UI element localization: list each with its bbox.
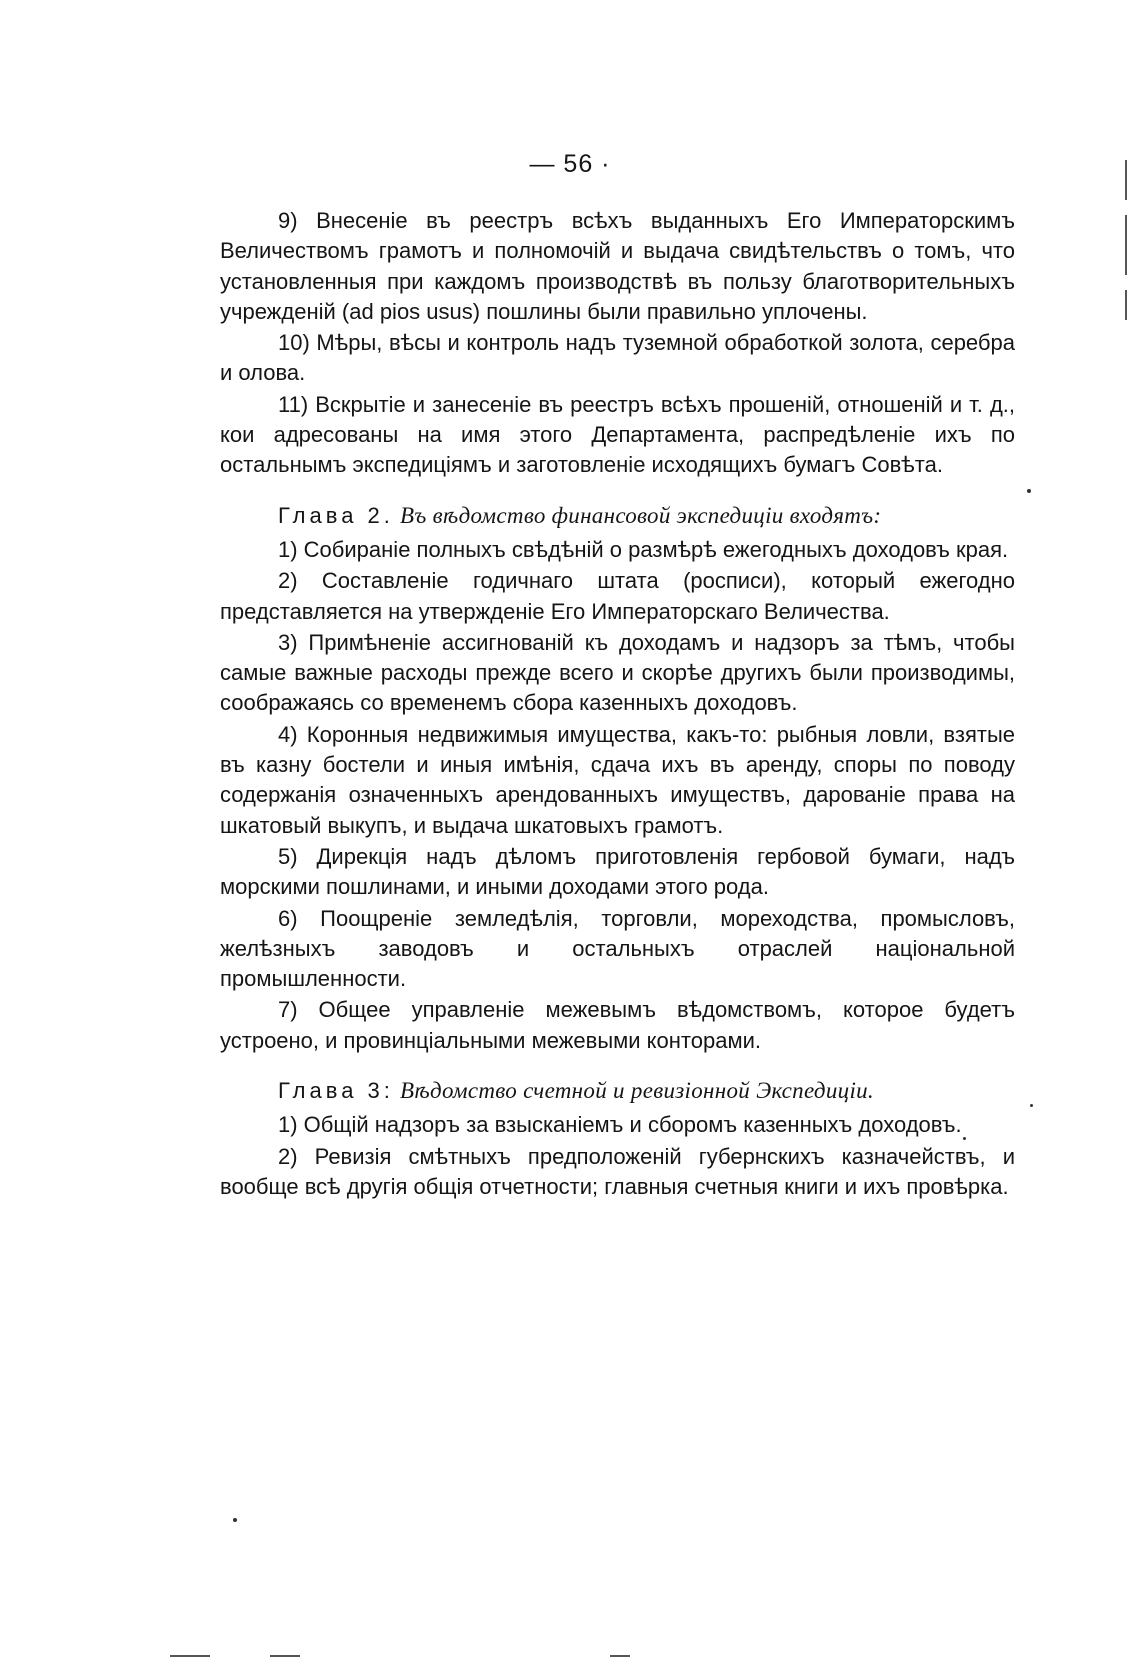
list-item: 3) Примѣненіе ассигнованій къ доходамъ и надзоръ за тѣмъ, чтобы самые важные расходы прежде всего и скорѣе другихъ были производимы, соображаясь со временемъ сбора казенныхъ доходовъ. xyxy=(220,629,1015,716)
list-item: 1) Общій надзоръ за взысканіемъ и сборомъ казенныхъ доходовъ. xyxy=(278,1112,962,1138)
list-item: 6) Поощреніе земледѣлія, торговли, мореходства, промысловъ, желѣзныхъ заводовъ и остальныхъ отраслей національной промышленности. xyxy=(220,905,1015,992)
list-item: 5) Дирекція надъ дѣломъ приготовленія гербовой бумаги, надъ морскими пошлинами, и иными доходами этого рода. xyxy=(220,843,1015,900)
chapter-2-title: Въ вѣдомство финансовой экспедиціи входятъ: xyxy=(400,502,882,528)
chapter-3-heading xyxy=(220,1076,1015,1106)
chapter-3-label: Глава 3: xyxy=(278,1078,394,1104)
document-body xyxy=(220,206,1015,1203)
scan-edge-line xyxy=(1125,160,1127,200)
chapter-3-title: Вѣдомство счетной и ревизіонной Экспедиціи. xyxy=(400,1078,874,1104)
chapter-2-label: Глава 2. xyxy=(278,502,394,528)
scan-speck xyxy=(1027,489,1031,493)
scan-edge-line xyxy=(1125,290,1127,320)
scan-speck xyxy=(233,1518,237,1522)
scan-speck xyxy=(963,1137,966,1140)
scan-edge-line xyxy=(270,1655,300,1657)
list-item-10: 10) Мѣры, вѣсы и контроль надъ туземной обработкой золота, серебра и олова. xyxy=(220,330,1015,386)
list-item: 2) Ревизія смѣтныхъ предположеній губернскихъ казначействъ, и вообще всѣ другія общія отчетности; главныя счетныя книги и ихъ провѣрка. xyxy=(220,1143,1015,1199)
chapter-2-heading xyxy=(220,501,1015,531)
section-chapter-3 xyxy=(220,1076,1015,1202)
list-item: 4) Коронныя недвижимыя имущества, какъ-то: рыбныя ловли, взятые въ казну бостели и иныя имѣнія, сдача ихъ въ аренду, споры по поводу содержанія означенныхъ арендованныхъ имуществъ, дарованіе права на шкатовый выкупъ, и выдача шкатовыхъ грамотъ. xyxy=(220,721,1015,838)
list-item-11: 11) Вскрытіе и занесеніе въ реестръ всѣхъ прошеній, отношеній и т. д., кои адресованы на имя этого Департамента, распредѣленіе ихъ по остальнымъ экспедиціямъ и заготовленіе исходящихъ бумагъ Совѣта. xyxy=(220,391,1015,478)
page-number: — 56 · xyxy=(529,150,611,178)
scan-edge-line xyxy=(170,1655,210,1657)
list-item-9: 9) Внесеніе въ реестръ всѣхъ выданныхъ Его Императорскимъ Величествомъ грамотъ и полномочій и выдача свидѣтельствъ о томъ, что установленныя при каждомъ производствѣ въ пользу благотворительныхъ учрежденій (ad pios usus) пошлины были правильно уплочены. xyxy=(220,208,1015,324)
list-item: 7) Общее управленіе межевымъ вѣдомствомъ, которое будетъ устроено, и провинціальными межевыми конторами. xyxy=(220,997,1015,1053)
section-chapter-1-continuation xyxy=(220,206,1015,481)
section-chapter-2 xyxy=(220,501,1015,1056)
scan-speck xyxy=(1030,1104,1033,1107)
list-item: 1) Собираніе полныхъ свѣдѣній о размѣрѣ ежегодныхъ доходовъ края. xyxy=(278,536,1009,562)
scan-edge-line xyxy=(610,1655,630,1657)
list-item: 2) Составленіе годичнаго штата (росписи), который ежегодно представляется на утвержденіе Его Императорскаго Величества. xyxy=(220,568,1015,624)
scan-edge-line xyxy=(1125,215,1127,275)
